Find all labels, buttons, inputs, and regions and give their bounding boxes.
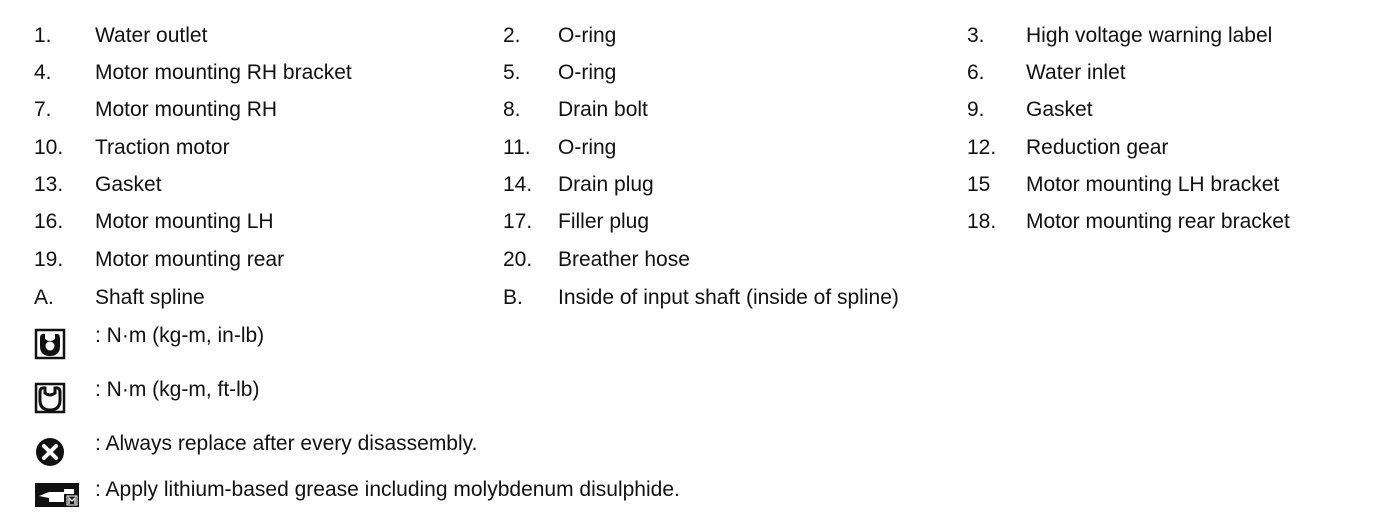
part-number: 13. xyxy=(34,173,64,196)
parts-row xyxy=(0,207,1376,237)
part-number: 19. xyxy=(34,248,64,271)
part-number: 18. xyxy=(967,210,997,233)
part-number: 6. xyxy=(967,61,985,84)
legend-text: : N·m (kg-m, in-lb) xyxy=(95,324,265,347)
part-name: Drain bolt xyxy=(558,98,648,121)
part-number: 12. xyxy=(967,136,997,159)
part-number: 10. xyxy=(34,136,64,159)
part-number: 1. xyxy=(34,24,52,47)
part-name: Motor mounting RH xyxy=(95,98,278,121)
part-name: O-ring xyxy=(558,136,617,159)
part-number: 9. xyxy=(967,98,985,121)
part-number: 16. xyxy=(34,210,64,233)
parts-row xyxy=(0,170,1376,200)
view-label: A. xyxy=(34,286,54,309)
view-name: Shaft spline xyxy=(95,286,205,309)
part-name: Reduction gear xyxy=(1026,136,1169,159)
torque-ft-lb-icon xyxy=(34,382,66,414)
part-number: 17. xyxy=(503,210,533,233)
parts-row xyxy=(0,95,1376,125)
parts-row xyxy=(0,283,1376,313)
part-name: Drain plug xyxy=(558,173,654,196)
part-name: Gasket xyxy=(95,173,162,196)
part-number: 5. xyxy=(503,61,521,84)
part-name: Motor mounting RH bracket xyxy=(95,61,352,84)
part-name: O-ring xyxy=(558,24,617,47)
part-number: 15 xyxy=(967,173,991,196)
legend-row xyxy=(0,376,1376,416)
part-name: Motor mounting LH xyxy=(95,210,274,233)
part-name: Water inlet xyxy=(1026,61,1126,84)
view-label: B. xyxy=(503,286,523,309)
part-number: 14. xyxy=(503,173,533,196)
parts-row xyxy=(0,245,1376,275)
part-number: 11. xyxy=(503,136,531,159)
legend-text: : Always replace after every disassembly. xyxy=(95,432,478,455)
legend-row xyxy=(0,430,1376,470)
part-name: High voltage warning label xyxy=(1026,24,1273,47)
parts-row xyxy=(0,58,1376,88)
part-name: Breather hose xyxy=(558,248,690,271)
view-name: Inside of input shaft (inside of spline) xyxy=(558,286,899,309)
part-name: Filler plug xyxy=(558,210,650,233)
legend-text: : N·m (kg-m, ft-lb) xyxy=(95,378,260,401)
part-name: Gasket xyxy=(1026,98,1093,121)
part-name: Motor mounting rear xyxy=(95,248,285,271)
part-number: 7. xyxy=(34,98,52,121)
parts-row xyxy=(0,21,1376,51)
torque-in-lb-icon xyxy=(34,328,66,360)
legend-row xyxy=(0,322,1376,362)
part-name: O-ring xyxy=(558,61,617,84)
parts-row xyxy=(0,133,1376,163)
part-number: 2. xyxy=(503,24,521,47)
replace-icon xyxy=(34,436,66,468)
part-name: Water outlet xyxy=(95,24,208,47)
part-name: Motor mounting rear bracket xyxy=(1026,210,1290,233)
legend-text: : Apply lithium-based grease including molybdenum disulphide. xyxy=(95,478,680,501)
grease-moly-icon xyxy=(34,482,80,508)
part-name: Traction motor xyxy=(95,136,230,159)
part-name: Motor mounting LH bracket xyxy=(1026,173,1280,196)
part-number: 8. xyxy=(503,98,521,121)
part-number: 3. xyxy=(967,24,985,47)
legend-row xyxy=(0,478,1376,518)
part-number: 20. xyxy=(503,248,533,271)
part-number: 4. xyxy=(34,61,52,84)
